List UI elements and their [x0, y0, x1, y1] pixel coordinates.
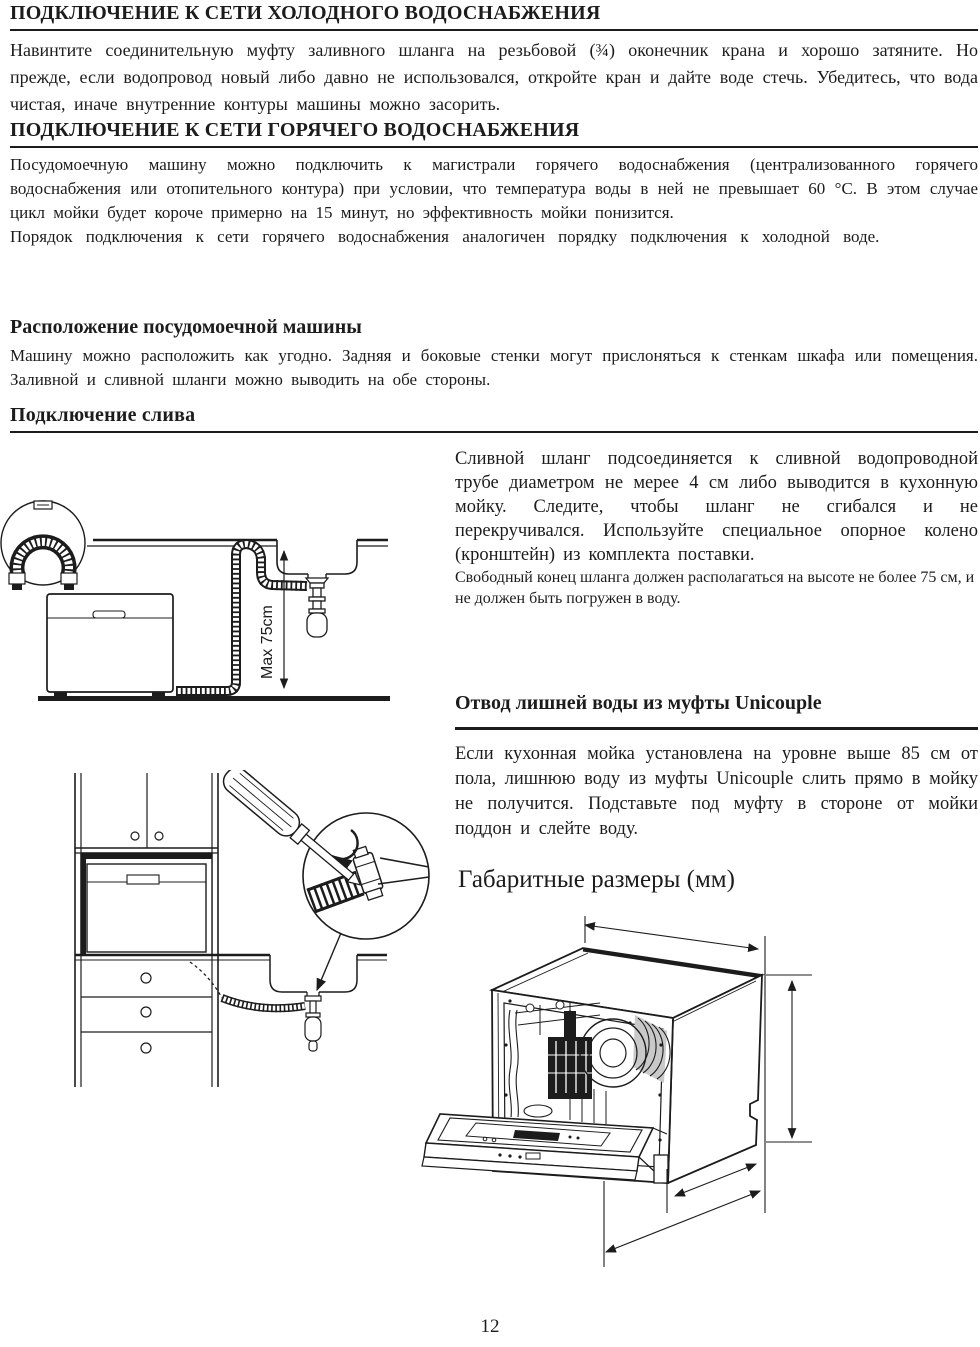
section-hot-water-paragraph1: Посудомоечную машину можно подключить к магистрали горячего водоснабжения (централизованного горячего водоснабжения или отопительного контура) при условии, что температура воды в ней не превышает 60 °С. В этом случае цикл мойки будет короче примерно на 15 минут, но эффективность мойки понизится.	[10, 155, 978, 222]
hose-loop-inset-icon	[1, 501, 85, 590]
drain-body-text: Сливной шланг подсоединяется к сливной водопроводной трубе диаметром не мерее 4 см либо выводится в кухонную мойку. Следите, чтобы шланг не сгибался и не перекручивался. Используйте специальное опорное колено (кронштейн) из комплекта поставки.	[455, 449, 978, 565]
drain-note-text: Свободный конец шланга должен располагаться на высоте не более 75 см, и не должен быть погружен в воду.	[455, 569, 975, 607]
section-drain-heading	[10, 404, 978, 433]
section-placement-body: Машину можно расположить как угодно. Задняя и боковые стенки могут прислоняться к стенкам шкафа или помещения. Заливной и сливной шланги можно выводить на обе стороны.	[10, 346, 978, 389]
section-cold-water-body: Навинтите соединительную муфту заливного шланга на резьбовой (¾) оконечник крана и хорошо затяните. Но прежде, если водопровод новый либо давно не использовался, откройте кран и дайте воде стечь. Убедитесь, что вода чистая, иначе внутренние контуры машины можно засорить.	[10, 40, 978, 114]
detail-pointer-arrow	[317, 933, 341, 990]
page-number: 12	[480, 1316, 500, 1337]
drain-hose	[176, 544, 307, 691]
section-placement-title: Расположение посудомоечной машины	[10, 316, 362, 338]
section-drain-title: Подключение слива	[10, 404, 978, 433]
section-unicouple-body: Если кухонная мойка установлена на уровне выше 85 см от пола, лишнюю воду из муфты Unicouple слить прямо в мойку не получится. Подставьте под муфту в стороне от мойки поддон и слейте воду.	[455, 744, 978, 839]
width-dimension-arrow	[585, 925, 758, 949]
kitchen-cabinet	[75, 773, 218, 1087]
figure-dimensions-drawing	[420, 915, 815, 1280]
floor-line	[38, 696, 390, 701]
section-cold-water	[10, 2, 978, 118]
drain-hose	[190, 962, 305, 1008]
depth-open-dimension-arrow	[606, 1191, 760, 1252]
max-height-label: Max 75cm	[259, 605, 276, 679]
figure-clamp-tightening	[60, 770, 460, 1100]
section-unicouple-title: Отвод лишней воды из муфты Unicouple	[455, 692, 978, 730]
section-unicouple	[455, 692, 978, 842]
section-hot-water-paragraph2: Порядок подключения к сети горячего водоснабжения аналогичен порядку подключения к холодной воде.	[10, 227, 880, 246]
dishwasher-side-view	[47, 594, 173, 696]
section-drain-body	[455, 447, 978, 609]
section-hot-water-title: ПОДКЛЮЧЕНИЕ К СЕТИ ГОРЯЧЕГО ВОДОСНАБЖЕНИЯ	[10, 119, 978, 148]
section-placement	[10, 316, 978, 392]
figure-drain-routing	[0, 495, 450, 710]
section-cold-water-title: ПОДКЛЮЧЕНИЕ К СЕТИ ХОЛОДНОГО ВОДОСНАБЖЕНИЯ	[10, 2, 978, 31]
magnified-clamp-detail	[303, 813, 429, 939]
dimensions-title: Габаритные размеры (мм)	[458, 866, 735, 893]
section-hot-water	[10, 119, 978, 249]
